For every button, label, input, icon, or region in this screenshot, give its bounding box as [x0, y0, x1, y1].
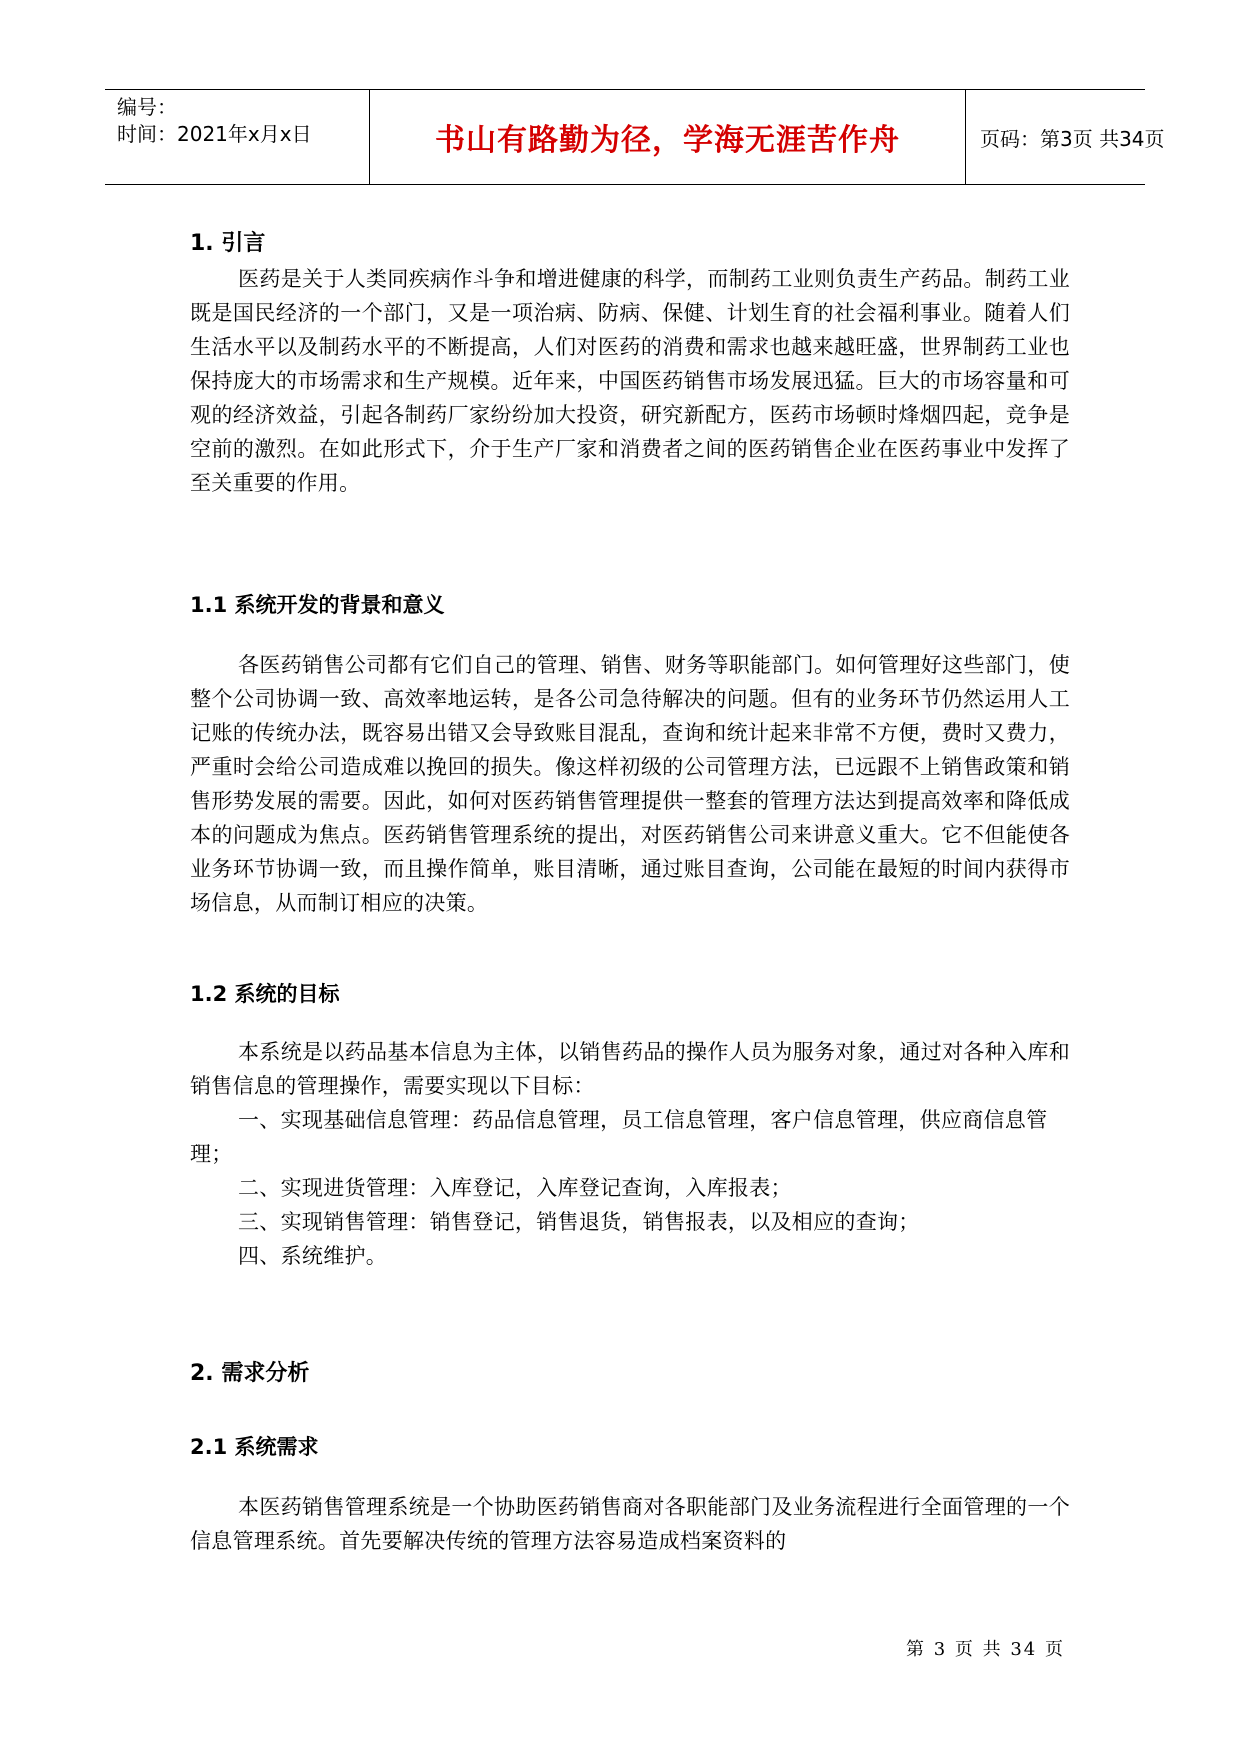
header-left-cell [105, 90, 370, 184]
section-1-text: 医药是关于人类同疾病作斗争和增进健康的科学，而制药工业则负责生产药品。制药工业既是国民经济的一个部门，又是一项治病、防病、保健、计划生育的社会福利事业。随着人们生活水平以及制药水平的不断提高，人们对医药的消费和需求也越来越旺盛，世界制药工业也保持庞大的市场需求和生产规模。近年来，中国医药销售市场发展迅猛。巨大的市场容量和可观的经济效益，引起各制药厂家纷纷加大投资，研究新配方，医药市场顿时烽烟四起，竞争是空前的激烈。在如此形式下，介于生产厂家和消费者之间的医药销售企业在医药事业中发挥了至关重要的作用。 [190, 267, 1070, 495]
goal-item-2: 二、实现进货管理：入库登记，入库登记查询，入库报表； [238, 1176, 792, 1200]
document-number-label: 编号： [117, 95, 177, 119]
section-1-1-paragraph [190, 648, 1070, 920]
section-2-title: 2. 需求分析 [190, 1361, 310, 1386]
page-header [105, 89, 1165, 185]
header-page-code: 页码：第3页 共34页 [980, 126, 1165, 151]
goal-item-1: 一、实现基础信息管理：药品信息管理，员工信息管理，客户信息管理，供应商信息管理； [190, 1108, 1048, 1166]
section-1-2-title: 1.2 系统的目标 [190, 982, 340, 1006]
section-1-2-text: 本系统是以药品基本信息为主体，以销售药品的操作人员为服务对象，通过对各种入库和销售信息的管理操作，需要实现以下目标： [190, 1040, 1070, 1098]
section-1-paragraph [190, 262, 1070, 500]
section-1-1-title: 1.1 系统开发的背景和意义 [190, 593, 445, 617]
header-motto: 书山有路勤为径，学海无涯苦作舟 [370, 90, 966, 184]
document-time-label: 时间：2021年x月x日 [117, 122, 312, 146]
section-2-1-paragraph [190, 1490, 1070, 1558]
section-2-1-title: 2.1 系统需求 [190, 1435, 319, 1459]
section-1-2-paragraph [190, 1035, 1070, 1103]
section-1-1-text: 各医药销售公司都有它们自己的管理、销售、财务等职能部门。如何管理好这些部门，使整个公司协调一致、高效率地运转，是各公司急待解决的问题。但有的业务环节仍然运用人工记账的传统办法，既容易出错又会导致账目混乱，查询和统计起来非常不方便，费时又费力，严重时会给公司造成难以挽回的损失。像这样初级的公司管理方法，已远跟不上销售政策和销售形势发展的需要。因此，如何对医药销售管理提供一整套的管理方法达到提高效率和降低成本的问题成为焦点。医药销售管理系统的提出，对医药销售公司来讲意义重大。它不但能使各业务环节协调一致，而且操作简单，账目清晰，通过账目查询，公司能在最短的时间内获得市场信息，从而制订相应的决策。 [190, 653, 1070, 915]
goal-item-4: 四、系统维护。 [238, 1244, 388, 1268]
section-2-1-text: 本医药销售管理系统是一个协助医药销售商对各职能部门及业务流程进行全面管理的一个信息管理系统。首先要解决传统的管理方法容易造成档案资料的 [190, 1495, 1070, 1553]
section-1-title: 1. 引言 [190, 231, 266, 256]
page-footer: 第 3 页 共 34 页 [906, 1639, 1065, 1660]
goal-item-3: 三、实现销售管理：销售登记，销售退货，销售报表，以及相应的查询； [238, 1210, 920, 1234]
